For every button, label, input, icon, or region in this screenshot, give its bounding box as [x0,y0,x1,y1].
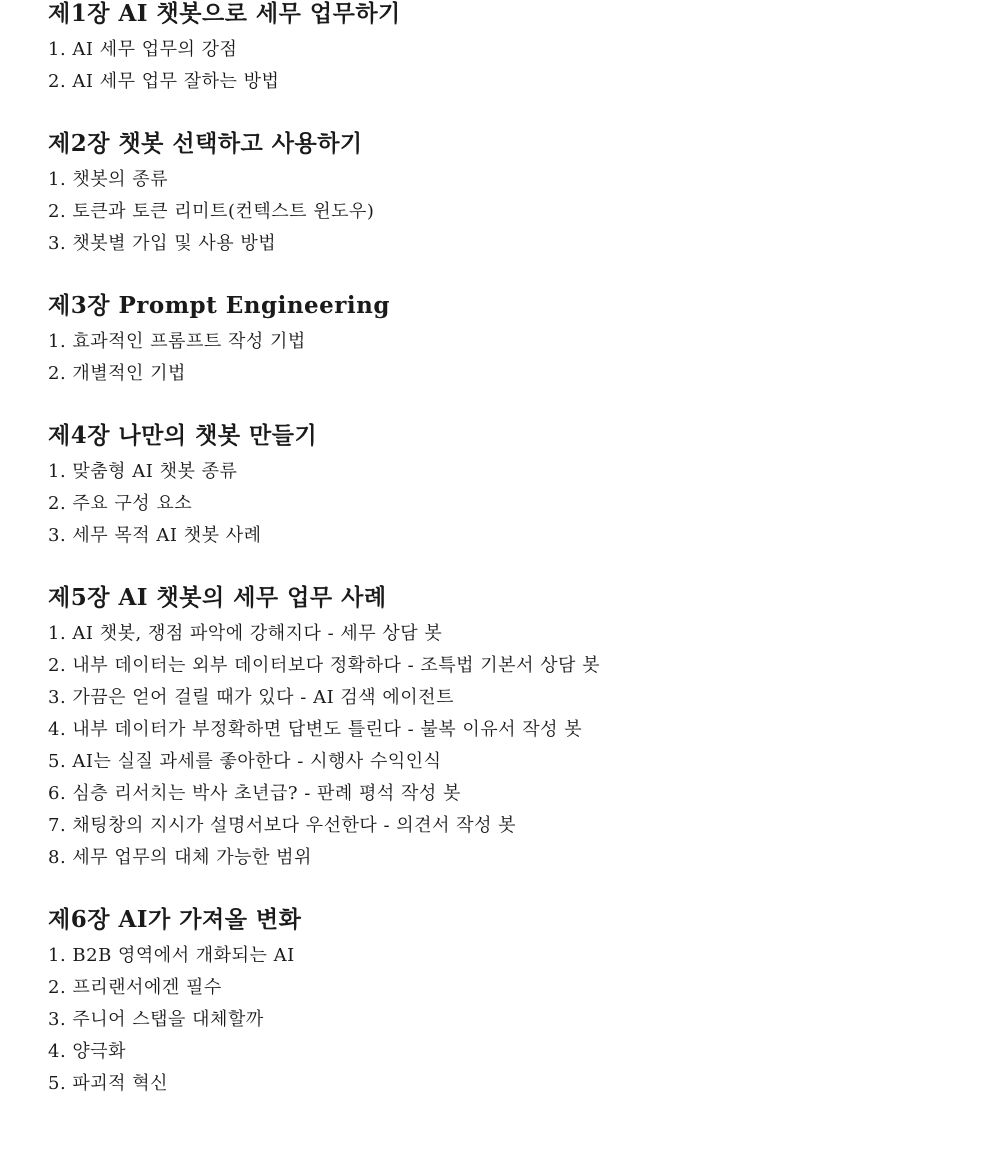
chapter-item-list [48,326,968,390]
list-item: 2. 프리랜서에겐 필수 [48,977,222,998]
chapter-item-list [48,456,968,552]
list-item: 2. AI 세무 업무 잘하는 방법 [48,71,280,92]
list-item: 1. 효과적인 프롬프트 작성 기법 [48,331,306,352]
chapter-item-list [48,164,968,260]
chapter-5 [48,584,968,874]
list-item: 2. 주요 구성 요소 [48,493,193,514]
chapter-6 [48,906,968,1100]
list-item: 3. 가끔은 얻어 걸릴 때가 있다 - AI 검색 에이전트 [48,687,454,708]
list-item: 2. 토큰과 토큰 리미트(컨텍스트 윈도우) [48,201,375,222]
list-item: 8. 세무 업무의 대체 가능한 범위 [48,847,312,868]
chapter-item-list [48,940,968,1100]
list-item: 3. 챗봇별 가입 및 사용 방법 [48,233,277,254]
chapter-title: 제2장 챗봇 선택하고 사용하기 [48,130,363,157]
chapter-item-list [48,34,968,98]
list-item: 7. 채팅창의 지시가 설명서보다 우선한다 - 의견서 작성 봇 [48,815,517,836]
chapter-1 [48,0,968,98]
list-item: 6. 심층 리서치는 박사 초년급? - 판례 평석 작성 봇 [48,783,461,804]
list-item: 4. 양극화 [48,1041,127,1062]
list-item: 1. 맞춤형 AI 챗봇 종류 [48,461,238,482]
chapter-title: 제1장 AI 챗봇으로 세무 업무하기 [48,0,401,27]
list-item: 5. AI는 실질 과세를 좋아한다 - 시행사 수익인식 [48,751,442,772]
list-item: 1. AI 세무 업무의 강점 [48,39,238,60]
list-item: 3. 주니어 스탭을 대체할까 [48,1009,264,1030]
list-item: 1. 챗봇의 종류 [48,169,169,190]
chapter-title: 제4장 나만의 챗봇 만들기 [48,422,318,449]
list-item: 1. AI 챗봇, 쟁점 파악에 강해지다 - 세무 상담 봇 [48,623,443,644]
list-item: 4. 내부 데이터가 부정확하면 답변도 틀린다 - 불복 이유서 작성 봇 [48,719,583,740]
chapter-title: 제6장 AI가 가져올 변화 [48,906,302,933]
list-item: 2. 개별적인 기법 [48,363,186,384]
chapter-3 [48,292,968,390]
list-item: 2. 내부 데이터는 외부 데이터보다 정확하다 - 조특법 기본서 상담 봇 [48,655,601,676]
list-item: 5. 파괴적 혁신 [48,1073,169,1094]
chapter-title: 제3장 Prompt Engineering [48,292,390,319]
chapter-4 [48,422,968,552]
list-item: 1. B2B 영역에서 개화되는 AI [48,945,295,966]
table-of-contents [48,0,968,1132]
list-item: 3. 세무 목적 AI 챗봇 사례 [48,525,262,546]
chapter-title: 제5장 AI 챗봇의 세무 업무 사례 [48,584,387,611]
chapter-item-list [48,618,968,874]
chapter-2 [48,130,968,260]
